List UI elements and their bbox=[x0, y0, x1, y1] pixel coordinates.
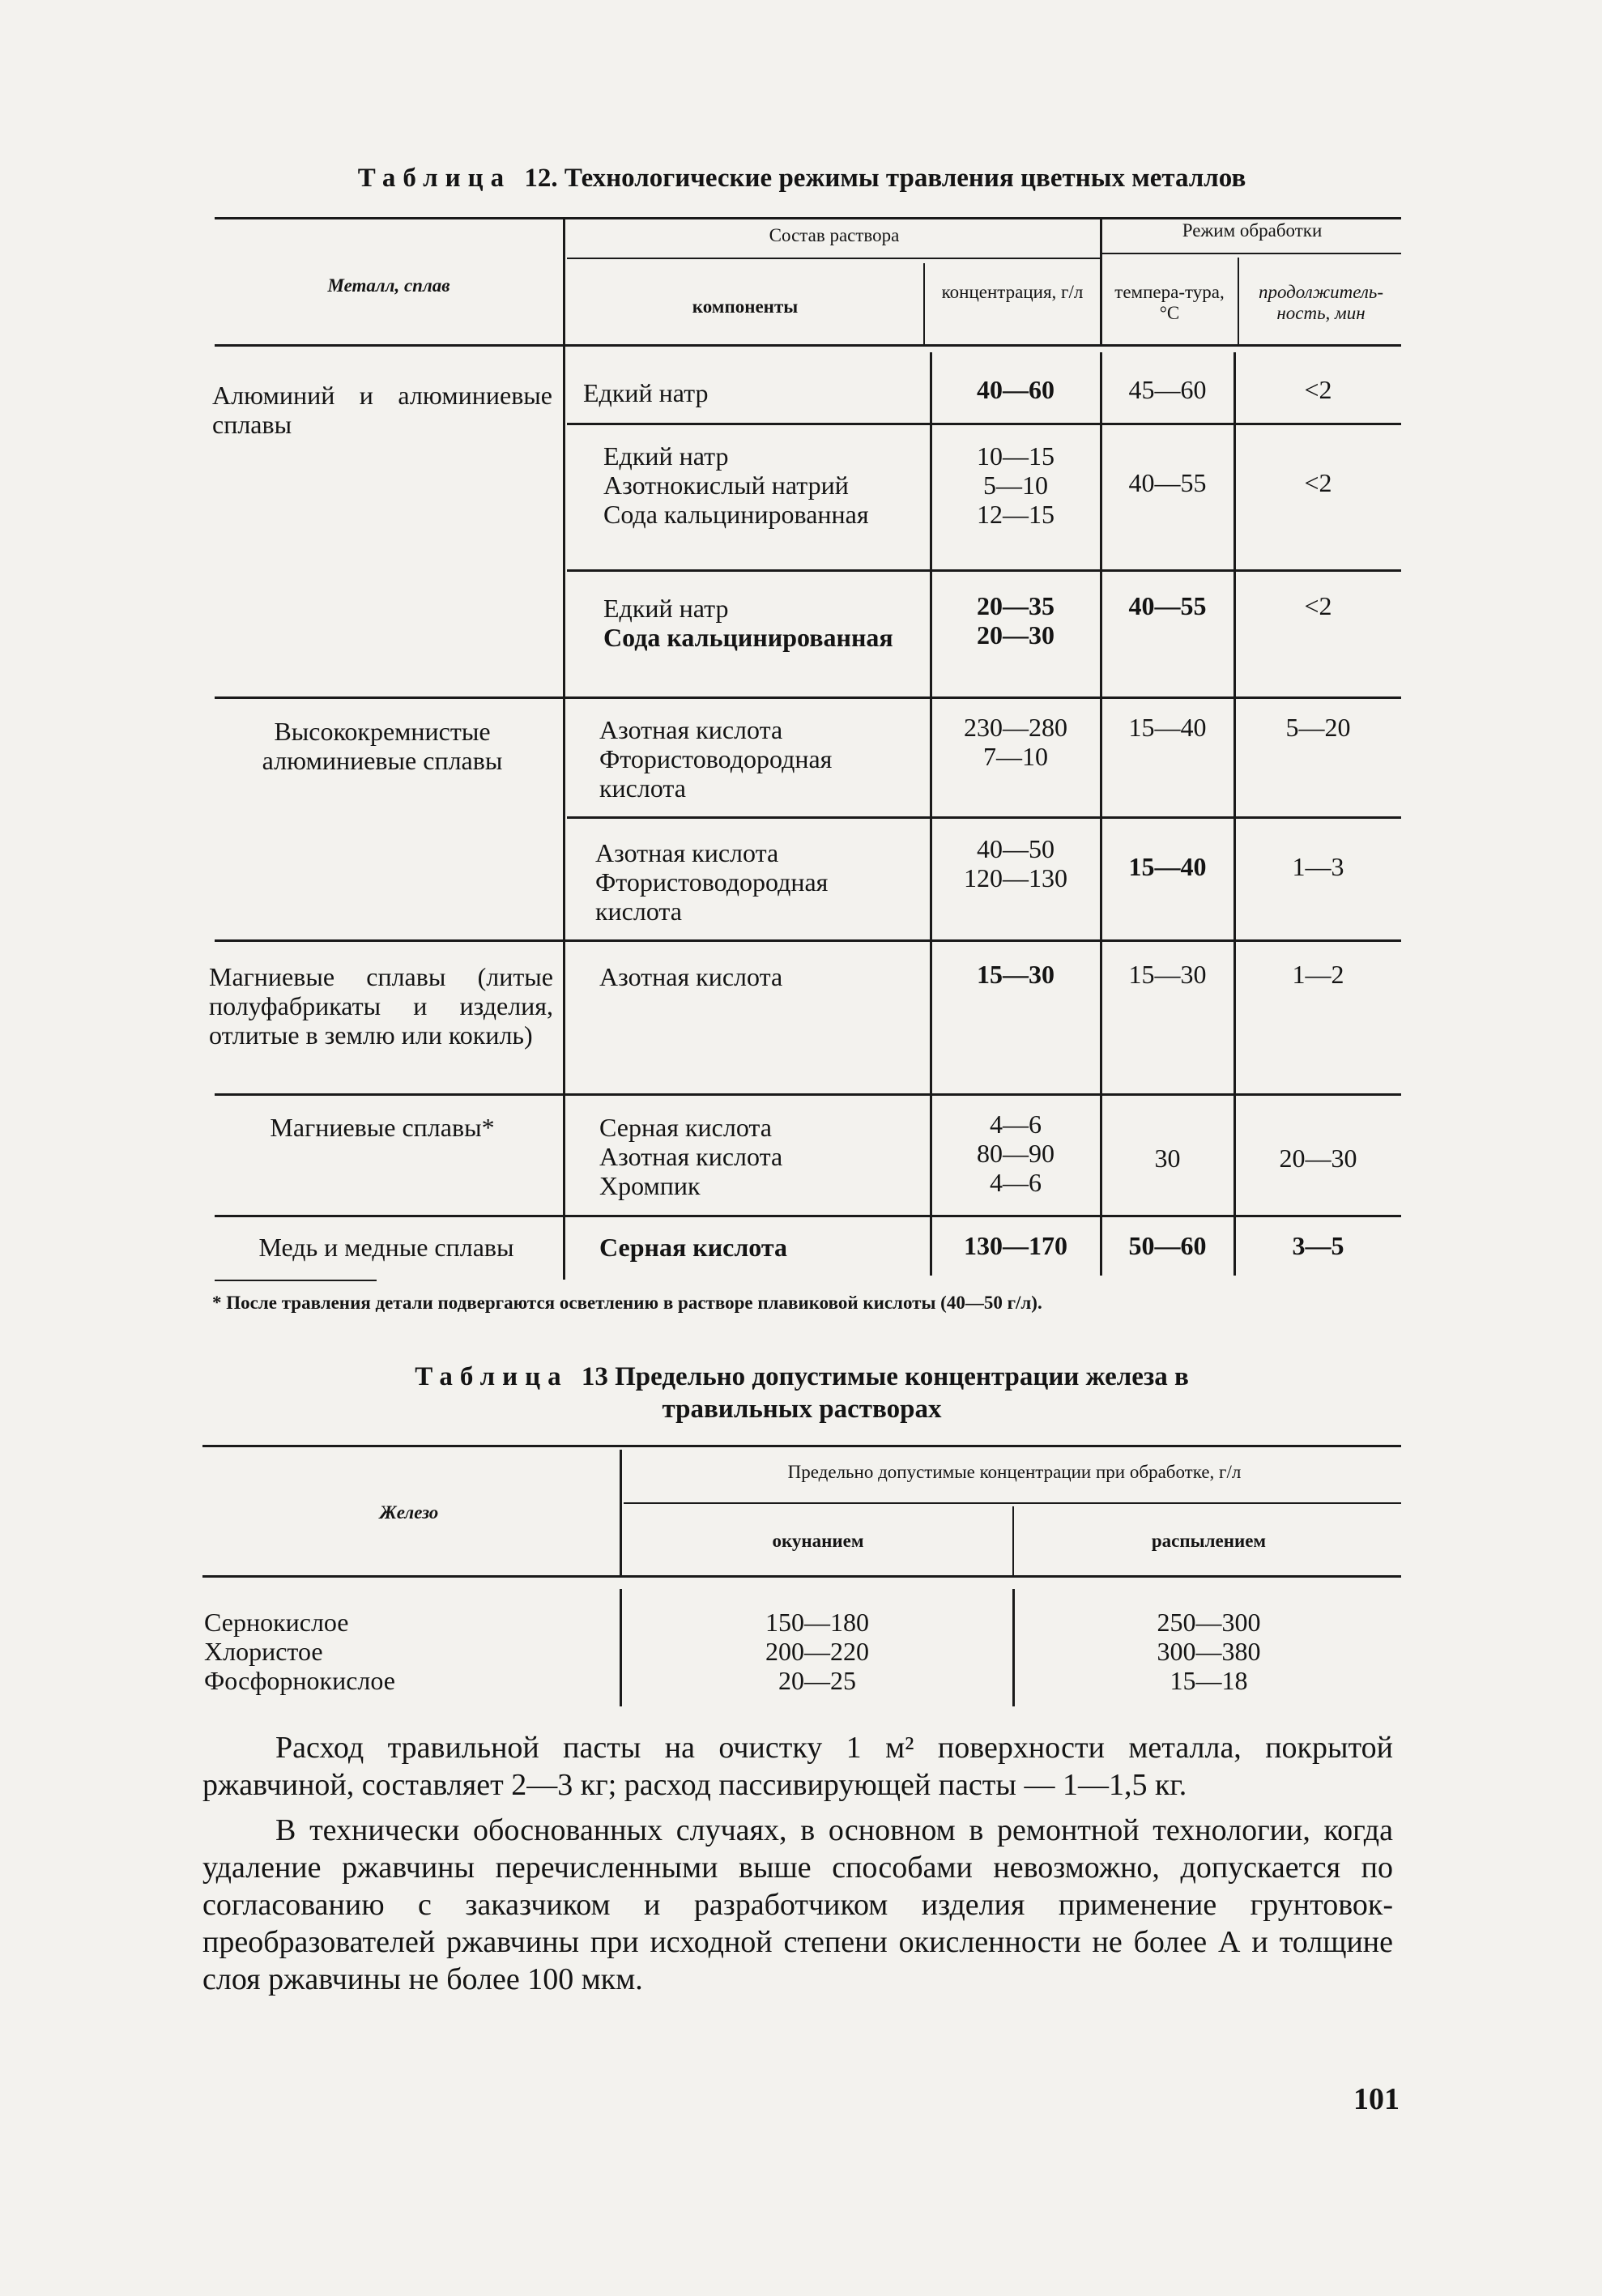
table12-row-divider bbox=[567, 569, 1401, 572]
table12-concentration-cell bbox=[931, 591, 1100, 650]
component-name: Сода кальцинированная bbox=[603, 500, 869, 529]
table12-col-divider bbox=[923, 263, 925, 344]
table13-top-rule bbox=[202, 1445, 1401, 1447]
concentration-value: 15—30 bbox=[977, 960, 1055, 989]
table12-temperature-cell: 40—55 bbox=[1128, 468, 1207, 497]
table13-iron-column bbox=[204, 1608, 395, 1695]
table12-col-divider bbox=[563, 217, 565, 1280]
component-name: Серная кислота bbox=[599, 1233, 787, 1262]
paragraph: Расход травильной пасты на очистку 1 м² поверхности металла, покрытой ржавчиной, составляет 2—3 кг; расход пассивирующей пасты — 1—1,5 кг. bbox=[202, 1731, 1393, 1802]
table12-duration-cell: <2 bbox=[1304, 468, 1332, 497]
table12-components-cell bbox=[571, 715, 919, 803]
table12-concentration-cell bbox=[931, 1231, 1100, 1260]
table12-temperature-cell: 40—55 bbox=[1128, 591, 1207, 620]
table12-group-divider bbox=[215, 939, 1401, 942]
table12-header-divider bbox=[1101, 253, 1401, 254]
table13-col-divider bbox=[620, 1450, 622, 1575]
component-name: Азотная кислота bbox=[599, 962, 783, 991]
footnote-rule bbox=[215, 1280, 377, 1281]
table13-col-divider bbox=[620, 1589, 622, 1706]
table12-components-cell bbox=[571, 838, 919, 926]
table13-header-limit: Предельно допустимые концентрации при обработке, г/л bbox=[787, 1462, 1242, 1482]
table13-header-divider bbox=[624, 1502, 1401, 1504]
table12-components-cell bbox=[583, 378, 709, 407]
table12-temperature-cell: 15—30 bbox=[1128, 960, 1207, 989]
table12-header-composition: Состав раствора bbox=[769, 225, 900, 245]
concentration-value: 20—30 bbox=[977, 620, 1055, 650]
concentration-value: 130—170 bbox=[964, 1231, 1067, 1260]
concentration-value: 12—15 bbox=[977, 500, 1055, 529]
table13-dipping-column bbox=[624, 1608, 1011, 1695]
table13-spraying-cell: 250—300 bbox=[1157, 1608, 1261, 1637]
component-name: Серная кислота bbox=[599, 1113, 772, 1142]
table13-col-divider bbox=[1012, 1506, 1014, 1575]
table12-duration-cell: 5—20 bbox=[1285, 713, 1351, 742]
table12-header-mode: Режим обработки bbox=[1182, 220, 1323, 241]
table12-temperature-cell: 30 bbox=[1154, 1144, 1181, 1173]
component-name: Фтористоводородная кислота bbox=[599, 744, 833, 803]
component-name: Хромпик bbox=[599, 1171, 701, 1200]
concentration-value: 20—35 bbox=[977, 591, 1055, 620]
concentration-value: 10—15 bbox=[977, 441, 1055, 471]
table12-header-duration: продолжитель-ность, мин bbox=[1258, 282, 1384, 323]
table12-duration-cell: 20—30 bbox=[1279, 1144, 1357, 1173]
concentration-value: 40—50 bbox=[977, 834, 1055, 863]
table13-iron-cell: Хлористое bbox=[204, 1637, 323, 1666]
table12-group-divider bbox=[215, 1215, 1401, 1217]
table12-temperature-cell: 45—60 bbox=[1128, 375, 1207, 404]
component-name: Сода кальцинированная bbox=[603, 623, 893, 652]
table12-temperature-cell: 15—40 bbox=[1128, 713, 1207, 742]
concentration-value: 230—280 bbox=[964, 713, 1067, 742]
table12-caption bbox=[202, 162, 1401, 194]
table13-caption-text: 13 Предельно допустимые концентрации железа в травильных растворах bbox=[581, 1362, 1189, 1424]
table12-components-cell bbox=[571, 1233, 919, 1262]
table12-header-metal: Металл, сплав bbox=[327, 275, 450, 296]
component-name: Азотная кислота bbox=[599, 715, 783, 744]
table13-iron-cell: Сернокислое bbox=[204, 1608, 349, 1637]
table12-row-divider bbox=[567, 423, 1401, 425]
table13-dipping-cell: 20—25 bbox=[778, 1666, 856, 1695]
table13-dipping-cell: 200—220 bbox=[765, 1637, 869, 1666]
component-name: Фтористоводородная кислота bbox=[595, 867, 829, 926]
table13-spraying-cell: 15—18 bbox=[1170, 1666, 1248, 1695]
component-name: Азотнокислый натрий bbox=[603, 471, 849, 500]
table13-header-iron: Железо bbox=[379, 1502, 439, 1523]
body-text bbox=[202, 1729, 1393, 1998]
paragraph: В технически обоснованных случаях, в основном в ремонтной технологии, когда удаление ржавчины перечисленными выше способами невозможно, допускается по согласованию с заказчиком и разработчиком изделия применение грунтовок-преобразователей ржавчины при исходной степени окисленности не более А и толщине слоя ржавчины не более 100 мкм. bbox=[202, 1813, 1393, 1996]
component-name: Едкий натр bbox=[603, 441, 729, 471]
table12-duration-cell: 3—5 bbox=[1292, 1231, 1344, 1260]
table12-duration-cell: 1—2 bbox=[1292, 960, 1344, 989]
table13-dipping-cell: 150—180 bbox=[765, 1608, 869, 1637]
table12-components-cell bbox=[571, 1113, 919, 1200]
table12-col-divider bbox=[1238, 258, 1239, 344]
table12-duration-cell: 1—3 bbox=[1292, 852, 1344, 881]
table13-caption bbox=[340, 1361, 1263, 1425]
table12-metal-cell: Магниевые сплавы (литые полуфабрикаты и изделия, отлитые в землю или кокиль) bbox=[209, 962, 553, 1050]
table12-concentration-cell bbox=[931, 441, 1100, 529]
table13-spraying-cell: 300—380 bbox=[1157, 1637, 1261, 1666]
concentration-value: 5—10 bbox=[983, 471, 1048, 500]
concentration-value: 120—130 bbox=[964, 863, 1067, 892]
table12-metal-cell: Медь и медные сплавы bbox=[258, 1233, 514, 1262]
table12-concentration-cell bbox=[931, 834, 1100, 892]
table13-header-spraying: распылением bbox=[1151, 1531, 1267, 1551]
concentration-value: 80—90 bbox=[977, 1139, 1055, 1168]
table13-col-divider bbox=[1012, 1589, 1015, 1706]
table12-temperature-cell: 15—40 bbox=[1128, 852, 1207, 881]
concentration-value: 4—6 bbox=[990, 1110, 1042, 1139]
table12-metal-cell: Магниевые сплавы* bbox=[270, 1113, 495, 1142]
page-number: 101 bbox=[1353, 2082, 1400, 2116]
concentration-value: 4—6 bbox=[990, 1168, 1042, 1197]
table13-spraying-column bbox=[1016, 1608, 1401, 1695]
table13-header-rule bbox=[202, 1575, 1401, 1578]
table12-header-temperature: темпера-тура, °С bbox=[1114, 282, 1225, 323]
component-name: Азотная кислота bbox=[599, 1142, 783, 1171]
table12-concentration-cell bbox=[931, 1110, 1100, 1197]
table12-caption-label: Таблица bbox=[357, 164, 512, 193]
table12-duration-cell: <2 bbox=[1304, 375, 1332, 404]
table12-header-rule bbox=[215, 344, 1401, 347]
table13-iron-cell: Фосфорнокислое bbox=[204, 1666, 395, 1695]
table12-footnote: * После травления детали подвергаются осветлению в растворе плавиковой кислоты (40—50 г/л). bbox=[212, 1293, 1042, 1313]
component-name: Едкий натр bbox=[583, 378, 709, 407]
table12-temperature-cell: 50—60 bbox=[1128, 1231, 1207, 1260]
table12-group-divider bbox=[215, 696, 1401, 699]
table12-components-cell bbox=[571, 962, 919, 991]
table12-header-components: компоненты bbox=[692, 296, 799, 317]
table12-concentration-cell bbox=[931, 960, 1100, 989]
table12-components-cell bbox=[571, 441, 919, 529]
concentration-value: 7—10 bbox=[983, 742, 1048, 771]
table12-header-divider bbox=[567, 258, 1101, 259]
table12-duration-cell: <2 bbox=[1304, 591, 1332, 620]
component-name: Едкий натр bbox=[603, 594, 729, 623]
table12-top-rule bbox=[215, 217, 1401, 219]
table12-concentration-cell bbox=[931, 375, 1100, 404]
table12-header-concentration: концентрация, г/л bbox=[941, 282, 1084, 302]
table12-concentration-cell bbox=[931, 713, 1100, 771]
table12-metal-cell: Высококремнистые алюминиевые сплавы bbox=[262, 717, 503, 775]
component-name: Азотная кислота bbox=[595, 838, 779, 867]
table12-metal-cell: Алюминий и алюминиевые сплавы bbox=[212, 381, 552, 439]
table12-caption-text: 12. Технологические режимы травления цветных металлов bbox=[524, 164, 1246, 193]
table12-components-cell bbox=[571, 594, 919, 652]
table13-caption-label: Таблица bbox=[415, 1362, 569, 1391]
table12-row-divider bbox=[567, 816, 1401, 819]
concentration-value: 40—60 bbox=[977, 375, 1055, 404]
table13-header-dipping: окунанием bbox=[772, 1531, 864, 1551]
table12-group-divider bbox=[215, 1093, 1401, 1096]
